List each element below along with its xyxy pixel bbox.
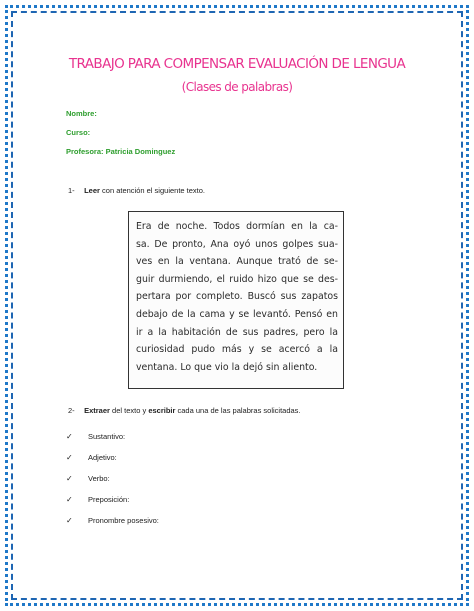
list-item-verbo — [66, 474, 110, 483]
reading-line: ventana. Lo que vio la dejó sin aliento. — [136, 361, 318, 373]
instruction-2 — [68, 406, 301, 415]
list-item-label: Sustantivo: — [88, 432, 126, 441]
instruction-2-text-mid: del texto y — [109, 406, 149, 415]
reading-line: ir a la habitación de sus padres, pero la — [136, 326, 338, 338]
list-item-pronombre-posesivo — [66, 516, 159, 525]
course-label: Curso: — [66, 128, 91, 137]
checkmark-icon: ✓ — [66, 453, 73, 462]
instruction-2-text: cada una de las palabras solicitadas. — [175, 406, 301, 415]
instruction-1-number: 1- — [68, 186, 75, 195]
reading-line: pertara por completo. Buscó sus zapatos — [136, 291, 338, 303]
list-item-label: Pronombre posesivo: — [88, 516, 159, 525]
reading-passage — [128, 211, 344, 389]
instruction-2-verb-write: escribir — [148, 406, 176, 415]
reading-line: Era de noche. Todos dormían en la ca- — [136, 221, 338, 232]
checkmark-icon: ✓ — [66, 432, 73, 441]
reading-line: ves en la ventana. Aunque trató de se- — [136, 256, 338, 268]
teacher-label: Profesora: Patricia Dominguez — [66, 147, 176, 156]
reading-line: guir durmiendo, el ruido hizo que se des- — [136, 273, 338, 285]
list-item-label: Adjetivo: — [88, 453, 117, 462]
name-label: Nombre: — [66, 109, 97, 118]
list-item-sustantivo — [66, 432, 125, 441]
document-subtitle: (Clases de palabras) — [181, 80, 293, 94]
list-item-label: Verbo: — [88, 474, 110, 483]
instruction-1-text: con atención el siguiente texto. — [99, 186, 206, 195]
checkmark-icon: ✓ — [66, 474, 73, 483]
checkmark-icon: ✓ — [66, 495, 73, 504]
instruction-2-verb-extract: Extraer — [84, 406, 110, 415]
document-title: TRABAJO PARA COMPENSAR EVALUACIÓN DE LENGUA — [68, 56, 406, 72]
list-item-adjetivo — [66, 453, 117, 462]
reading-line: curiosidad pudo más y se acercó a la — [136, 344, 338, 356]
instruction-2-number: 2- — [68, 406, 75, 415]
reading-line: debajo de la cama y se levantó. Pensó en — [136, 308, 338, 320]
checkmark-icon: ✓ — [66, 516, 73, 525]
list-item-label: Preposición: — [88, 495, 130, 504]
instruction-1-verb: Leer — [84, 186, 100, 195]
list-item-preposicion — [66, 495, 129, 504]
reading-line: sa. De pronto, Ana oyó unos golpes sua- — [136, 238, 338, 250]
instruction-1 — [68, 186, 205, 195]
